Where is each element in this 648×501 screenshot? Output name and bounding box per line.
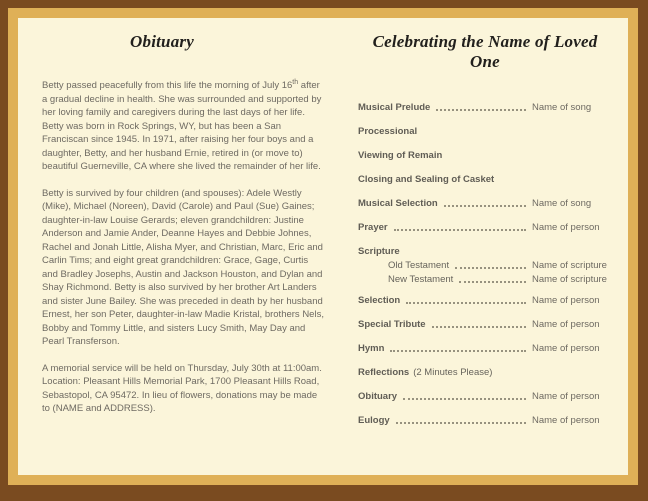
program-label-note: (2 Minutes Please) bbox=[413, 367, 493, 378]
program-label: Musical Selection bbox=[358, 198, 438, 209]
program-value: Name of person bbox=[532, 319, 600, 330]
program-row-selection bbox=[358, 295, 612, 306]
program-value: Name of song bbox=[532, 102, 592, 113]
dotted-leader bbox=[406, 302, 526, 304]
dotted-leader bbox=[455, 267, 526, 269]
program-label: Processional bbox=[358, 126, 418, 137]
program-label: Special Tribute bbox=[358, 319, 426, 330]
program-value: Name of person bbox=[532, 343, 600, 354]
program-row-eulogy bbox=[358, 415, 612, 426]
program-list bbox=[358, 102, 612, 426]
program-row-musical-selection bbox=[358, 198, 612, 209]
program-label: Reflections bbox=[358, 367, 410, 378]
program-row-hymn bbox=[358, 343, 612, 354]
program-value: Name of song bbox=[532, 198, 592, 209]
ordinal-superscript: th bbox=[292, 78, 299, 86]
program-value: Name of scripture bbox=[532, 260, 607, 271]
program-sublabel: New Testament bbox=[388, 274, 454, 285]
program-row-musical-prelude bbox=[358, 102, 612, 113]
program-row-prayer bbox=[358, 222, 612, 233]
program-label: Musical Prelude bbox=[358, 102, 431, 113]
program-value: Name of person bbox=[532, 391, 600, 402]
program-row-processional bbox=[358, 126, 612, 137]
dotted-leader bbox=[432, 326, 526, 328]
obituary-page bbox=[18, 18, 330, 475]
program-label: Prayer bbox=[358, 222, 388, 233]
program-value: Name of person bbox=[532, 222, 600, 233]
program-label: Eulogy bbox=[358, 415, 390, 426]
scripture-new-testament-row bbox=[358, 274, 612, 285]
obituary-p1-text: Betty passed peacefully from this life the morning of July 16 bbox=[42, 80, 293, 91]
dotted-leader bbox=[444, 205, 526, 207]
program-label: Obituary bbox=[358, 391, 398, 402]
program-label: Scripture bbox=[358, 246, 400, 257]
program-label: Selection bbox=[358, 295, 401, 306]
obituary-paragraph-3: A memorial service will be held on Thursday, July 30th at 11:00am. Location: Pleasant Hills Memorial Park, 1700 Pleasant Hills Road, Sebastopol, CA 95472. In lieu of flowers, donations may be made to (NAME and ADDRESS). bbox=[42, 362, 322, 414]
program-row-special-tribute bbox=[358, 319, 612, 330]
program-label: Viewing of Remain bbox=[358, 150, 443, 161]
dotted-leader bbox=[436, 109, 526, 111]
scripture-heading bbox=[358, 246, 612, 257]
dotted-leader bbox=[390, 350, 526, 352]
program-label: Hymn bbox=[358, 343, 385, 354]
program-page bbox=[8, 8, 638, 485]
program-value: Name of scripture bbox=[532, 274, 607, 285]
obituary-paragraph-2: Betty is survived by four children (and spouses): Adele Westly (Mike), Michael (Noreen), David (Carole) and Paul (Sue) Gaines; daughter-in-law Louise Gerards; eleven grandchildren: Justine Anderson and Jamie Ander, Deanne Hayes and Debbie Johnes, Rachel and Jonah Little, Alisha Myer, and Christian, Marc, Eric and Carlin Tims; and eight great grandchildren: Grace, Gage, Curtis and Bradley Josephs, Austin and Jackson Houston, and Dylan and Shay Richmond. Betty is also survived by her brother Art Landers and sister June Bailey. She was preceded in death by her husband Ernest, her son Peter, daughter-in-law Madie Kristal, brothers Nels, Bobby and Tommy Little, and sisters Lucy Smith, May Day and Pearl Transferson. bbox=[42, 187, 324, 347]
program-row-obituary bbox=[358, 391, 612, 402]
program-label: Closing and Sealing of Casket bbox=[358, 174, 495, 185]
obituary-p1-rest: after a gradual decline in health. She was surrounded and supported by her loving family and caregivers during the last days of her life. Betty was born in Rock Springs, WY, but has been a San Franciscan since 1945. In 1971, after raising her four boys and a daughter, Betty, and her husband Ernie, retired in (or move to) beautiful Guerneville, CA where she lived the remainder of her life. bbox=[42, 80, 322, 172]
obituary-title: Obituary bbox=[130, 32, 194, 51]
service-title: Celebrating the Name of Loved One bbox=[372, 32, 598, 71]
dotted-leader bbox=[394, 229, 526, 231]
dotted-leader bbox=[396, 422, 526, 424]
order-of-service-page bbox=[330, 18, 628, 475]
scripture-old-testament-row bbox=[358, 260, 612, 271]
program-row-closing-casket bbox=[358, 174, 612, 185]
program-row-viewing bbox=[358, 150, 612, 161]
obituary-text bbox=[42, 79, 326, 416]
dotted-leader bbox=[403, 398, 526, 400]
obituary-paragraph-1 bbox=[42, 79, 326, 174]
program-value: Name of person bbox=[532, 415, 600, 426]
program-row-reflections bbox=[358, 367, 612, 378]
program-sublabel: Old Testament bbox=[388, 260, 450, 271]
dotted-leader bbox=[459, 281, 526, 283]
program-row-scripture bbox=[358, 246, 612, 285]
program-value: Name of person bbox=[532, 295, 600, 306]
